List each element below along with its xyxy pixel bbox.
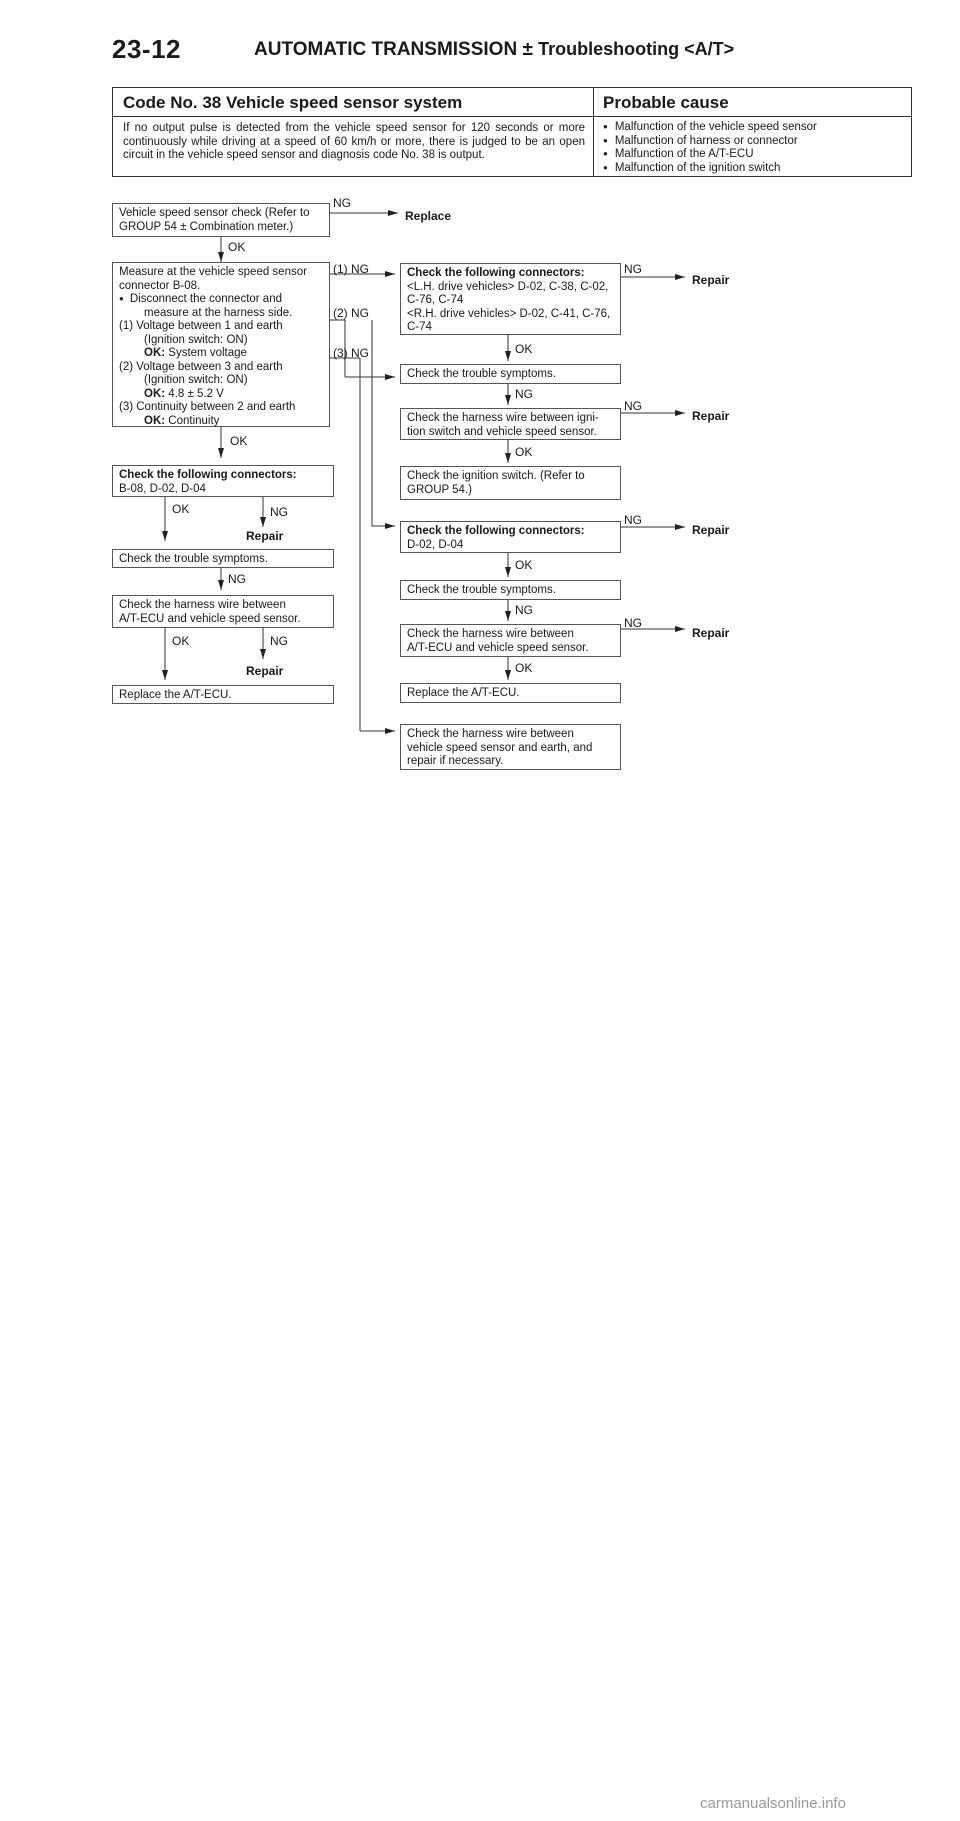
footer-watermark: carmanualsonline.info — [700, 1795, 846, 1812]
ok-label: OK — [230, 434, 248, 448]
repair-action: Repair — [692, 523, 730, 537]
ng-label: NG — [624, 399, 642, 413]
box-text: ● Disconnect the connector and — [119, 293, 323, 307]
repair-action: Repair — [246, 529, 284, 543]
box-text: Measure at the vehicle speed sensor — [119, 266, 307, 278]
ng-label: NG — [624, 262, 642, 276]
box-text: Replace the A/T-ECU. — [407, 687, 520, 699]
page-number: 23-12 — [112, 34, 181, 64]
check-connectors-left-box — [112, 465, 334, 497]
box-title: Check the following connectors: — [407, 525, 585, 537]
box-text: B-08, D-02, D-04 — [119, 482, 206, 495]
subsection-title: Troubleshooting <A/T> — [538, 39, 735, 59]
box-text: Vehicle speed sensor check (Refer to — [119, 207, 310, 219]
box-text: Check the harness wire between — [407, 728, 574, 740]
box-text: (Ignition switch: ON) — [144, 374, 248, 386]
box-text: vehicle speed sensor and earth, and — [407, 741, 593, 754]
ng-label: NG — [624, 513, 642, 527]
cause-item: ● Malfunction of the ignition switch — [603, 162, 903, 176]
box-text: C-76, C-74 — [407, 294, 464, 306]
ng-label: NG — [270, 505, 288, 519]
box-text: (1) Voltage between 1 and earth — [119, 320, 283, 332]
speed-sensor-check-box — [112, 203, 330, 237]
trouble-symptoms-right-box — [400, 364, 621, 384]
box-text: measure at the harness side. — [144, 306, 293, 319]
replace-action: Replace — [405, 209, 452, 223]
ng2-label: (2) NG — [333, 306, 369, 320]
box-text: (3) Continuity between 2 and earth — [119, 401, 296, 413]
trouble-symptoms-left-box — [112, 549, 334, 568]
box-text: <L.H. drive vehicles> D-02, C-38, C-02, — [407, 280, 609, 293]
box-text: A/T-ECU and vehicle speed sensor. — [407, 641, 589, 654]
box-text: A/T-ECU and vehicle speed sensor. — [119, 612, 301, 625]
ok-label: OK — [172, 502, 190, 516]
box-text: Check the harness wire between — [119, 599, 286, 611]
probable-cause-header: Probable cause — [603, 93, 729, 112]
ok-label: OK — [172, 634, 190, 648]
replace-ecu-right-box — [400, 683, 621, 703]
harness-earth-box — [400, 724, 621, 770]
box-title: Check the following connectors: — [407, 267, 585, 279]
box-text: GROUP 54.) — [407, 483, 472, 496]
code-header: Code No. 38 Vehicle speed sensor system — [123, 93, 463, 112]
harness-ecu-left-box — [112, 595, 334, 628]
ok-spec — [119, 388, 323, 402]
ok-label: OK — [515, 342, 533, 356]
ng-label: NG — [228, 572, 246, 586]
cause-item: ● Malfunction of the vehicle speed sensor — [603, 121, 903, 135]
box-text: Replace the A/T-ECU. — [119, 689, 232, 701]
repair-action: Repair — [692, 409, 730, 423]
ng-label: NG — [270, 634, 288, 648]
section-title: AUTOMATIC TRANSMISSION ± — [254, 39, 533, 60]
ok-spec — [119, 415, 323, 429]
ng-label: NG — [515, 603, 533, 617]
ok-spec — [119, 347, 323, 361]
box-text: <R.H. drive vehicles> D-02, C-41, C-76, — [407, 307, 611, 320]
trouble-symptoms-d-box — [400, 580, 621, 600]
code-description: If no output pulse is detected from the vehicle speed sensor for 120 seconds or more continuously while driving at a speed of 60 km/h or more, there is judged to be an open circuit in the vehicle speed sensor and diagnosis code No. 38 is output. — [123, 122, 585, 161]
ok-label: OK — [515, 661, 533, 675]
ok-spec-label: OK: — [144, 387, 166, 400]
repair-action: Repair — [692, 626, 730, 640]
ok-spec-value: Continuity — [168, 414, 220, 427]
box-text: Check the trouble symptoms. — [407, 584, 556, 596]
repair-action: Repair — [246, 664, 284, 678]
ignition-switch-box — [400, 466, 621, 500]
box-text: repair if necessary. — [407, 755, 504, 767]
box-text: C-74 — [407, 321, 432, 333]
ok-spec-label: OK: — [144, 414, 166, 427]
ng1-label: (1) NG — [333, 262, 369, 276]
check-connectors-d-box — [400, 521, 621, 553]
harness-ignition-box — [400, 408, 621, 440]
box-text: D-02, D-04 — [407, 538, 464, 551]
box-text: connector B-08. — [119, 279, 201, 292]
box-text: GROUP 54 ± Combination meter.) — [119, 220, 294, 233]
box-text: tion switch and vehicle speed sensor. — [407, 425, 597, 438]
box-text: Check the ignition switch. (Refer to — [407, 470, 585, 482]
cause-item: ● Malfunction of harness or connector — [603, 135, 903, 149]
box-text: Check the trouble symptoms. — [407, 368, 556, 380]
repair-action: Repair — [692, 273, 730, 287]
ok-label: OK — [515, 445, 533, 459]
ng-label: NG — [333, 196, 351, 210]
replace-ecu-left-box — [112, 685, 334, 704]
measure-connector-box — [112, 262, 330, 427]
box-title: Check the following connectors: — [119, 469, 297, 481]
ok-spec-value: System voltage — [168, 347, 247, 359]
ng3-label: (3) NG — [333, 346, 369, 360]
box-text: (Ignition switch: ON) — [144, 333, 248, 346]
box-text: Check the harness wire between igni- — [407, 412, 599, 424]
ng-label: NG — [515, 387, 533, 401]
check-connectors-right-box — [400, 263, 621, 335]
cause-item: ● Malfunction of the A/T-ECU — [603, 148, 903, 162]
ok-spec-label: OK: — [144, 347, 166, 359]
ok-label: OK — [515, 558, 533, 572]
box-text: (2) Voltage between 3 and earth — [119, 360, 283, 373]
ok-spec-value: 4.8 ± 5.2 V — [168, 387, 224, 400]
ng-label: NG — [624, 616, 642, 630]
harness-ecu-right-box — [400, 624, 621, 657]
box-text: Check the trouble symptoms. — [119, 553, 268, 565]
ok-label: OK — [228, 240, 246, 254]
box-text: Check the harness wire between — [407, 628, 574, 640]
